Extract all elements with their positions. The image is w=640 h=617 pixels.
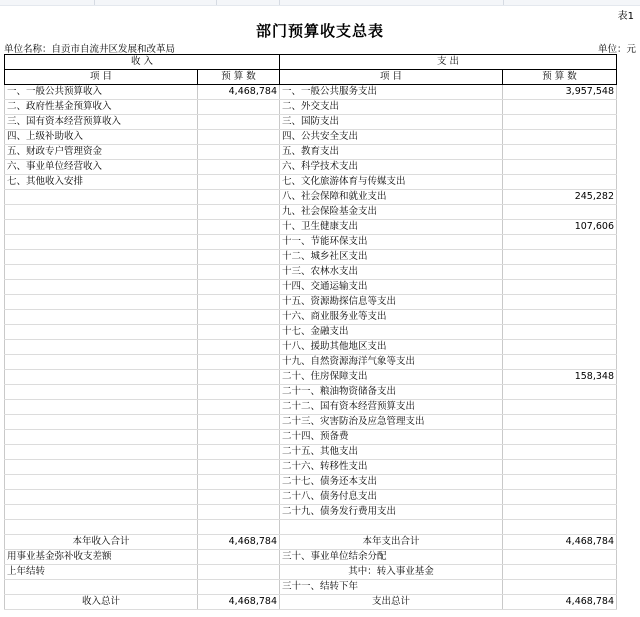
table-row <box>5 445 617 460</box>
expense-total-label[interactable]: 支出总计 <box>280 594 503 609</box>
expense-item-value[interactable] <box>503 265 617 280</box>
expense-item-name[interactable]: 五、教育支出 <box>280 145 503 160</box>
expense-item-name[interactable]: 三、国防支出 <box>280 115 503 130</box>
expense-item-value[interactable] <box>503 505 617 520</box>
expense-item-value[interactable] <box>503 579 617 594</box>
income-item-name[interactable] <box>5 295 198 310</box>
table-row <box>5 295 617 310</box>
income-subtotal-label[interactable]: 本年收入合计 <box>5 534 198 549</box>
expense-item-name[interactable]: 二十九、债务发行费用支出 <box>280 505 503 520</box>
table-row <box>5 145 617 160</box>
expense-item-value[interactable]: 107,606 <box>503 220 617 235</box>
expense-item-name[interactable]: 二十、住房保障支出 <box>280 370 503 385</box>
income-item-name[interactable] <box>5 280 198 295</box>
table-row <box>5 190 617 205</box>
income-item-value[interactable] <box>198 205 280 220</box>
expense-item-value[interactable] <box>503 475 617 490</box>
table-row <box>5 385 617 400</box>
income-item-name[interactable] <box>5 445 198 460</box>
income-item-name[interactable] <box>5 385 198 400</box>
income-item-name[interactable] <box>5 520 198 535</box>
table-row <box>5 310 617 325</box>
expense-item-value[interactable] <box>503 310 617 325</box>
expense-item-value[interactable] <box>503 460 617 475</box>
table-row <box>5 325 617 340</box>
expense-item-value[interactable] <box>503 549 617 564</box>
income-group-header: 收 入 <box>5 55 280 70</box>
expense-item-value[interactable] <box>503 205 617 220</box>
expense-item-name[interactable]: 十六、商业服务业等支出 <box>280 310 503 325</box>
income-item-value[interactable] <box>198 549 280 564</box>
expense-item-value[interactable] <box>503 145 617 160</box>
income-item-value[interactable] <box>198 310 280 325</box>
income-item-name[interactable] <box>5 235 198 250</box>
income-item-name[interactable] <box>5 579 198 594</box>
income-item-value[interactable] <box>198 190 280 205</box>
income-item-value[interactable] <box>198 460 280 475</box>
income-item-name[interactable]: 一、一般公共预算收入 <box>5 85 198 100</box>
table-row <box>5 265 617 280</box>
expense-item-name[interactable]: 二十三、灾害防治及应急管理支出 <box>280 415 503 430</box>
income-item-value[interactable] <box>198 505 280 520</box>
table-row <box>5 505 617 520</box>
table-row <box>5 130 617 145</box>
income-item-value[interactable] <box>198 250 280 265</box>
table-row <box>5 355 617 370</box>
expense-item-name[interactable]: 二十六、转移性支出 <box>280 460 503 475</box>
income-item-value[interactable] <box>198 340 280 355</box>
expense-item-value[interactable] <box>503 325 617 340</box>
expense-item-name[interactable]: 九、社会保险基金支出 <box>280 205 503 220</box>
income-item-value[interactable] <box>198 115 280 130</box>
unit-info-row <box>4 41 636 54</box>
table-number: 表1 <box>617 11 634 22</box>
income-item-name[interactable]: 三、国有资本经营预算收入 <box>5 115 198 130</box>
expense-item-value[interactable]: 158,348 <box>503 370 617 385</box>
expense-item-name[interactable]: 二十八、债务付息支出 <box>280 490 503 505</box>
expense-item-name[interactable]: 十七、金融支出 <box>280 325 503 340</box>
income-item-name[interactable] <box>5 220 198 235</box>
expense-item-value[interactable] <box>503 400 617 415</box>
expense-item-name[interactable]: 六、科学技术支出 <box>280 160 503 175</box>
income-item-name[interactable] <box>5 505 198 520</box>
expense-item-value[interactable] <box>503 445 617 460</box>
expense-item-name[interactable]: 十四、交通运输支出 <box>280 280 503 295</box>
income-item-value[interactable] <box>198 415 280 430</box>
income-item-header: 项 目 <box>5 70 198 85</box>
spreadsheet-column-strip <box>0 0 640 6</box>
expense-item-name[interactable]: 十、卫生健康支出 <box>280 220 503 235</box>
income-item-name[interactable]: 用事业基金弥补收支差额 <box>5 549 198 564</box>
income-item-name[interactable]: 上年结转 <box>5 564 198 579</box>
income-item-value[interactable] <box>198 370 280 385</box>
expense-item-name[interactable]: 十九、自然资源海洋气象等支出 <box>280 355 503 370</box>
expense-item-name[interactable]: 二十一、粮油物资储备支出 <box>280 385 503 400</box>
income-item-name[interactable] <box>5 310 198 325</box>
expense-item-name[interactable]: 二十二、国有资本经营预算支出 <box>280 400 503 415</box>
expense-item-value[interactable] <box>503 340 617 355</box>
income-budget-header: 预 算 数 <box>198 70 280 85</box>
expense-item-value[interactable] <box>503 415 617 430</box>
column-divider <box>503 0 504 5</box>
table-row <box>5 564 617 579</box>
income-item-value[interactable] <box>198 145 280 160</box>
expense-item-value[interactable]: 245,282 <box>503 190 617 205</box>
income-item-value[interactable] <box>198 520 280 535</box>
income-item-value[interactable] <box>198 385 280 400</box>
expense-subtotal-label[interactable]: 本年支出合计 <box>280 534 503 549</box>
income-item-value[interactable] <box>198 235 280 250</box>
income-item-value[interactable] <box>198 160 280 175</box>
expense-subtotal-value[interactable]: 4,468,784 <box>503 534 617 549</box>
table-row <box>5 400 617 415</box>
expense-item-value[interactable] <box>503 385 617 400</box>
table-row <box>5 205 617 220</box>
income-item-value[interactable] <box>198 265 280 280</box>
expense-item-name[interactable]: 十八、援助其他地区支出 <box>280 340 503 355</box>
income-item-name[interactable]: 四、上级补助收入 <box>5 130 198 145</box>
table-row <box>5 160 617 175</box>
expense-item-name[interactable] <box>280 520 503 535</box>
table-row <box>5 460 617 475</box>
expense-item-name[interactable]: 一、一般公共服务支出 <box>280 85 503 100</box>
expense-item-name[interactable]: 十五、资源勘探信息等支出 <box>280 295 503 310</box>
income-item-name[interactable] <box>5 190 198 205</box>
income-item-value[interactable] <box>198 475 280 490</box>
expense-item-value[interactable] <box>503 235 617 250</box>
column-divider <box>279 0 280 5</box>
expense-item-name[interactable]: 二、外交支出 <box>280 100 503 115</box>
expense-item-value[interactable] <box>503 564 617 579</box>
expense-item-value[interactable] <box>503 160 617 175</box>
expense-item-name[interactable]: 十三、农林水支出 <box>280 265 503 280</box>
unit-name: 单位名称：自贡市自流井区发展和改革局 <box>4 44 176 55</box>
income-item-name[interactable] <box>5 370 198 385</box>
income-subtotal-value[interactable]: 4,468,784 <box>198 534 280 549</box>
expense-item-value[interactable] <box>503 280 617 295</box>
income-item-value[interactable] <box>198 100 280 115</box>
income-item-value[interactable] <box>198 490 280 505</box>
expense-item-value[interactable] <box>503 115 617 130</box>
income-item-value[interactable] <box>198 220 280 235</box>
income-item-name[interactable] <box>5 265 198 280</box>
income-item-value[interactable] <box>198 175 280 190</box>
table-row <box>5 549 617 564</box>
expense-budget-header: 预 算 数 <box>503 70 617 85</box>
table-row <box>5 475 617 490</box>
income-item-name[interactable] <box>5 250 198 265</box>
expense-item-value[interactable]: 3,957,548 <box>503 85 617 100</box>
table-row <box>5 520 617 535</box>
column-divider <box>216 0 217 5</box>
income-item-name[interactable]: 二、政府性基金预算收入 <box>5 100 198 115</box>
expense-item-value[interactable] <box>503 355 617 370</box>
expense-item-name[interactable]: 八、社会保障和就业支出 <box>280 190 503 205</box>
expense-item-value[interactable] <box>503 490 617 505</box>
income-item-name[interactable]: 五、财政专户管理资金 <box>5 145 198 160</box>
income-item-name[interactable] <box>5 430 198 445</box>
expense-item-name[interactable]: 二十七、债务还本支出 <box>280 475 503 490</box>
table-row <box>5 340 617 355</box>
income-item-name[interactable]: 七、其他收入安排 <box>5 175 198 190</box>
income-item-name[interactable] <box>5 415 198 430</box>
table-row <box>5 579 617 594</box>
expense-item-name[interactable]: 其中：转入事业基金 <box>280 564 503 579</box>
income-item-name[interactable] <box>5 475 198 490</box>
page-title: 部门预算收支总表 <box>255 22 384 40</box>
income-item-value[interactable] <box>198 579 280 594</box>
expense-item-name[interactable]: 三十、事业单位结余分配 <box>280 549 503 564</box>
column-divider <box>94 0 95 5</box>
expense-item-name[interactable]: 三十一、结转下年 <box>280 579 503 594</box>
income-item-value[interactable] <box>198 355 280 370</box>
budget-table <box>4 54 617 610</box>
column-header-row <box>5 70 617 85</box>
table-row <box>5 250 617 265</box>
table-row <box>5 100 617 115</box>
expense-item-value[interactable] <box>503 100 617 115</box>
table-row <box>5 280 617 295</box>
income-item-name[interactable] <box>5 325 198 340</box>
expense-item-name[interactable]: 七、文化旅游体育与传媒支出 <box>280 175 503 190</box>
table-row <box>5 415 617 430</box>
income-item-value[interactable] <box>198 400 280 415</box>
expense-item-value[interactable] <box>503 430 617 445</box>
table-row <box>5 220 617 235</box>
expense-group-header: 支 出 <box>280 55 617 70</box>
income-item-value[interactable] <box>198 325 280 340</box>
income-item-value[interactable] <box>198 564 280 579</box>
expense-item-value[interactable] <box>503 130 617 145</box>
income-item-value[interactable] <box>198 280 280 295</box>
expense-item-value[interactable] <box>503 520 617 535</box>
expense-item-name[interactable]: 四、公共安全支出 <box>280 130 503 145</box>
unit-currency: 单位：元 <box>597 44 636 55</box>
table-row <box>5 430 617 445</box>
income-item-name[interactable] <box>5 400 198 415</box>
expense-item-name[interactable]: 十二、城乡社区支出 <box>280 250 503 265</box>
table-row <box>5 370 617 385</box>
expense-item-name[interactable]: 十一、节能环保支出 <box>280 235 503 250</box>
expense-total-value[interactable]: 4,468,784 <box>503 594 617 609</box>
income-total-label[interactable]: 收入总计 <box>5 594 198 609</box>
income-item-name[interactable] <box>5 205 198 220</box>
group-header-row <box>5 55 617 70</box>
income-item-name[interactable] <box>5 490 198 505</box>
expense-item-value[interactable] <box>503 295 617 310</box>
table-row <box>5 175 617 190</box>
expense-item-header: 项 目 <box>280 70 503 85</box>
expense-item-name[interactable]: 二十四、预备费 <box>280 430 503 445</box>
table-row <box>5 115 617 130</box>
income-item-value[interactable] <box>198 445 280 460</box>
expense-item-name[interactable]: 二十五、其他支出 <box>280 445 503 460</box>
income-item-value[interactable] <box>198 295 280 310</box>
income-item-name[interactable] <box>5 340 198 355</box>
expense-item-value[interactable] <box>503 250 617 265</box>
income-item-value[interactable] <box>198 430 280 445</box>
table-row <box>5 490 617 505</box>
income-item-name[interactable] <box>5 355 198 370</box>
total-row <box>5 594 617 609</box>
income-item-name[interactable]: 六、事业单位经营收入 <box>5 160 198 175</box>
income-total-value[interactable]: 4,468,784 <box>198 594 280 609</box>
income-item-value[interactable] <box>198 130 280 145</box>
table-row <box>5 85 617 100</box>
table-row <box>5 235 617 250</box>
income-item-name[interactable] <box>5 460 198 475</box>
income-item-value[interactable]: 4,468,784 <box>198 85 280 100</box>
expense-item-value[interactable] <box>503 175 617 190</box>
subtotal-row <box>5 534 617 549</box>
